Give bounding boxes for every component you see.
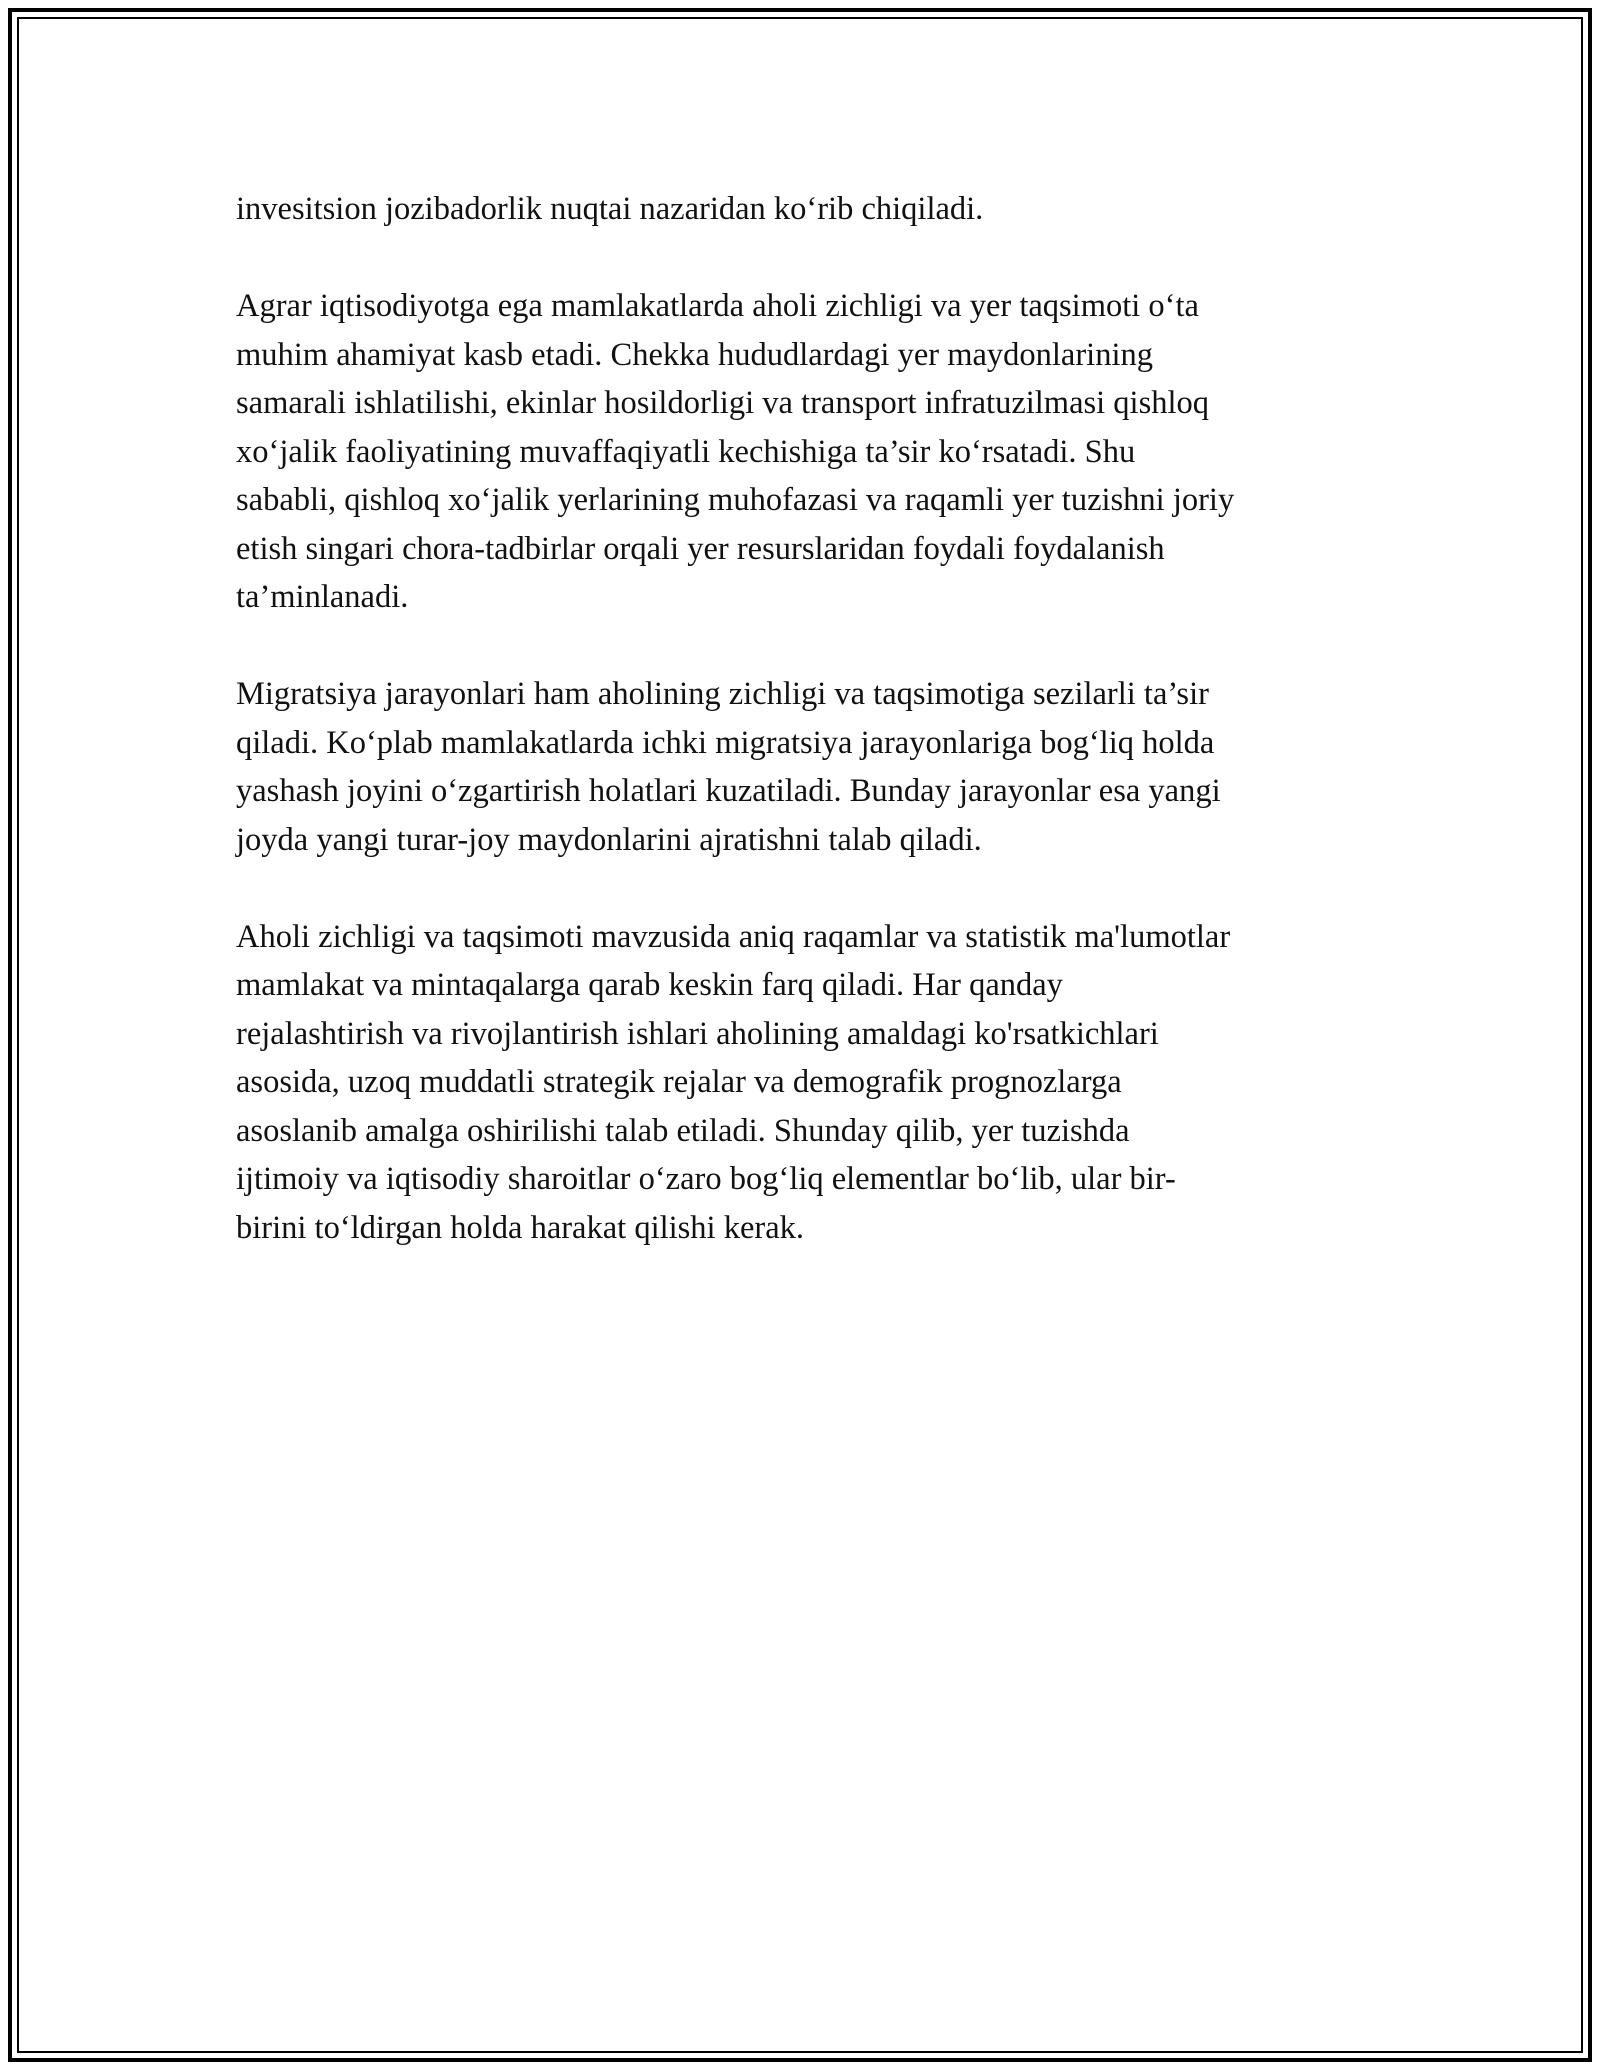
paragraph-3 — [236, 670, 1376, 864]
paragraph-4 — [236, 913, 1376, 1253]
text-line: Agrar iqtisodiyotga ega mamlakatlarda aholi zichligi va yer taqsimoti o‘ta — [236, 288, 1199, 324]
text-line: Aholi zichligi va taqsimoti mavzusida aniq raqamlar va statistik ma'lumotlar — [236, 918, 1231, 955]
text-line: invesitsion jozibadorlik nuqtai nazaridan ko‘rib chiqiladi. — [236, 191, 984, 227]
paragraph-2 — [236, 282, 1376, 622]
text-line: etish singari chora-tadbirlar orqali yer resurslaridan foydali foydalanish — [236, 530, 1165, 567]
text-line: asosida, uzoq muddatli strategik rejalar va demografik prognozlarga — [236, 1064, 1122, 1100]
text-line: ta’minlanadi. — [236, 579, 409, 615]
text-line: birini to‘ldirgan holda harakat qilishi kerak. — [236, 1209, 805, 1246]
text-line: Migratsiya jarayonlari ham aholining zichligi va taqsimotiga sezilarli ta’sir — [236, 676, 1209, 712]
text-line: rejalashtirish va rivojlantirish ishlari aholining amaldagi ko'rsatkichlari — [236, 1015, 1159, 1052]
text-line: samarali ishlatilishi, ekinlar hosildorligi va transport infratuzilmasi qishloq — [236, 385, 1210, 421]
document-body — [236, 185, 1376, 1301]
text-line: xo‘jalik faoliyatining muvaffaqiyatli kechishiga ta’sir ko‘rsatadi. Shu — [236, 433, 1136, 470]
text-line: joyda yangi turar-joy maydonlarini ajratishni talab qiladi. — [236, 821, 982, 858]
paragraph-1 — [236, 185, 1376, 234]
text-line: mamlakat va mintaqalarga qarab keskin farq qiladi. Har qanday — [236, 967, 1063, 1003]
text-line: ijtimoiy va iqtisodiy sharoitlar o‘zaro bog‘liq elementlar bo‘lib, ular bir- — [236, 1161, 1176, 1197]
text-line: asoslanib amalga oshirilishi talab etiladi. Shunday qilib, yer tuzishda — [236, 1112, 1130, 1149]
text-line: sababli, qishloq xo‘jalik yerlarining muhofazasi va raqamli yer tuzishni joriy — [236, 482, 1235, 518]
text-line: muhim ahamiyat kasb etadi. Chekka hududlardagi yer maydonlarining — [236, 336, 1153, 373]
text-line: qiladi. Ko‘plab mamlakatlarda ichki migratsiya jarayonlariga bog‘liq holda — [236, 724, 1215, 761]
text-line: yashash joyini o‘zgartirish holatlari kuzatiladi. Bunday jarayonlar esa yangi — [236, 773, 1221, 809]
